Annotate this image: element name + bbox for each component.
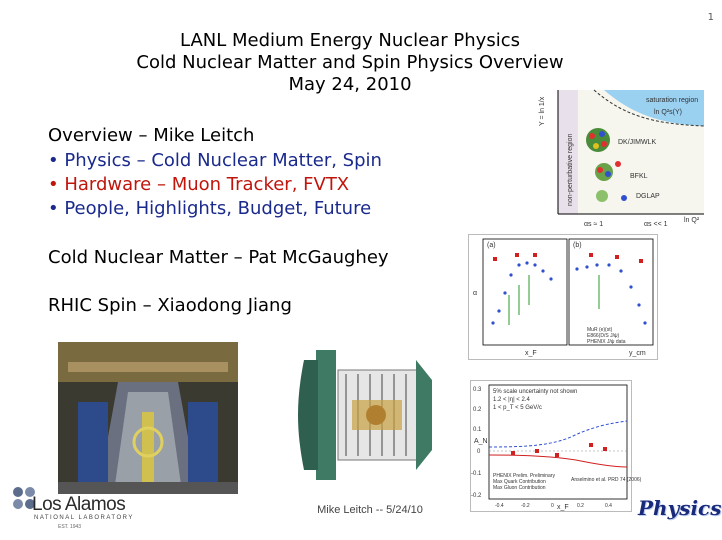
sat-saturation-label: saturation region	[646, 97, 699, 104]
asym-ref: Anselmino et al. PRD 74 (2006)	[571, 477, 642, 483]
asym-xtick-2: 0	[551, 503, 554, 509]
lanl-subtitle: NATIONAL LABORATORY	[34, 515, 134, 521]
alpha-data-points-right	[575, 263, 646, 324]
asym-ytick-4: -0.1	[471, 471, 482, 477]
alpha-x-label-left: x_F	[525, 350, 537, 357]
alpha-green-points	[509, 275, 599, 325]
section-rhic-spin: RHIC Spin – Xiaodong Jiang	[48, 295, 292, 316]
sat-alpha-left: αs << 1	[644, 221, 668, 228]
section-cold-nuclear-matter: Cold Nuclear Matter – Pat McGaughey	[48, 247, 389, 268]
overview-heading: Overview – Mike Leitch	[48, 125, 255, 146]
asym-note: 5% scale uncertainty not shown	[493, 389, 578, 395]
overview-bullet-hardware: • Hardware – Muon Tracker, FVTX	[48, 174, 350, 195]
alpha-data-points-left	[491, 261, 552, 324]
asymmetry-plot	[470, 380, 642, 512]
alpha-legend-1: MuR (e)(st)	[587, 327, 613, 333]
overview-bullet-physics: • Physics – Cold Nuclear Matter, Spin	[48, 150, 382, 171]
sat-label-dk: DK/JIMWLK	[618, 139, 657, 146]
asym-ytick-1: 0.2	[473, 407, 482, 413]
title-line-2: Cold Nuclear Matter and Spin Physics Overview	[136, 52, 564, 73]
asym-xtick-1: -0.2	[521, 503, 530, 509]
asym-cond-1: 1.2 < |η| < 2.4	[493, 397, 530, 403]
los-alamos-logo	[8, 478, 134, 534]
asym-ytick-2: 0.1	[473, 427, 482, 433]
footer-text: Mike Leitch -- 5/24/10	[317, 504, 423, 516]
asym-ytick-3: 0	[477, 449, 481, 455]
alpha-plot	[468, 234, 658, 360]
sat-y-label: Y = ln 1/x	[539, 96, 546, 126]
title-line-3: May 24, 2010	[288, 74, 412, 95]
asym-legend-2: Max Quark Contribution	[493, 479, 546, 485]
asym-x-label: x_F	[557, 504, 569, 511]
asym-ytick-5: -0.2	[471, 493, 482, 499]
lanl-est: EST. 1943	[58, 524, 82, 530]
physics-wordmark: Physics	[638, 496, 722, 520]
asym-ytick-0: 0.3	[473, 387, 482, 393]
sat-label-bfkl: BFKL	[630, 173, 648, 180]
saturation-diagram	[534, 86, 706, 230]
alpha-panel-b: (b)	[573, 242, 582, 249]
alpha-x-label-right: y_cm	[629, 350, 646, 357]
alpha-y-label: α	[473, 290, 478, 297]
sat-region-label: non-perturbative region	[567, 133, 574, 206]
asym-legend-1: PHENIX Prelim. Preliminary	[493, 473, 555, 479]
asym-data-points	[511, 443, 607, 457]
alpha-red-points	[493, 253, 643, 263]
asym-xtick-4: 0.4	[605, 503, 612, 509]
sat-label-dglap: DGLAP	[636, 193, 660, 200]
alpha-legend-3: PHENIX J/ψ data	[587, 339, 626, 345]
overview-bullet-people: • People, Highlights, Budget, Future	[48, 198, 372, 219]
asym-cond-2: 1 < p_T < 5 GeV/c	[493, 405, 542, 411]
alpha-legend-2: E866(D/S J/ψ)	[587, 333, 620, 339]
muon-tracker-photo	[58, 342, 238, 494]
alpha-panel-a: (a)	[487, 242, 496, 249]
asym-y-label: A_N	[474, 438, 488, 445]
physics-logo	[636, 494, 722, 528]
sat-qs-label: ln Q²s(Y)	[654, 109, 682, 116]
sat-alpha-right: αs ≈ 1	[584, 221, 604, 228]
asym-xtick-3: 0.2	[577, 503, 584, 509]
lanl-wordmark: Los Alamos	[32, 494, 126, 515]
fvtx-detector-render	[296, 340, 436, 490]
slide-title	[100, 30, 600, 96]
asym-xtick-0: -0.4	[495, 503, 504, 509]
asym-legend-3: Max Gluon Contribution	[493, 485, 546, 491]
page-number: 1	[707, 12, 714, 23]
sat-x-label: ln Q²	[684, 217, 700, 224]
title-line-1: LANL Medium Energy Nuclear Physics	[180, 30, 520, 51]
